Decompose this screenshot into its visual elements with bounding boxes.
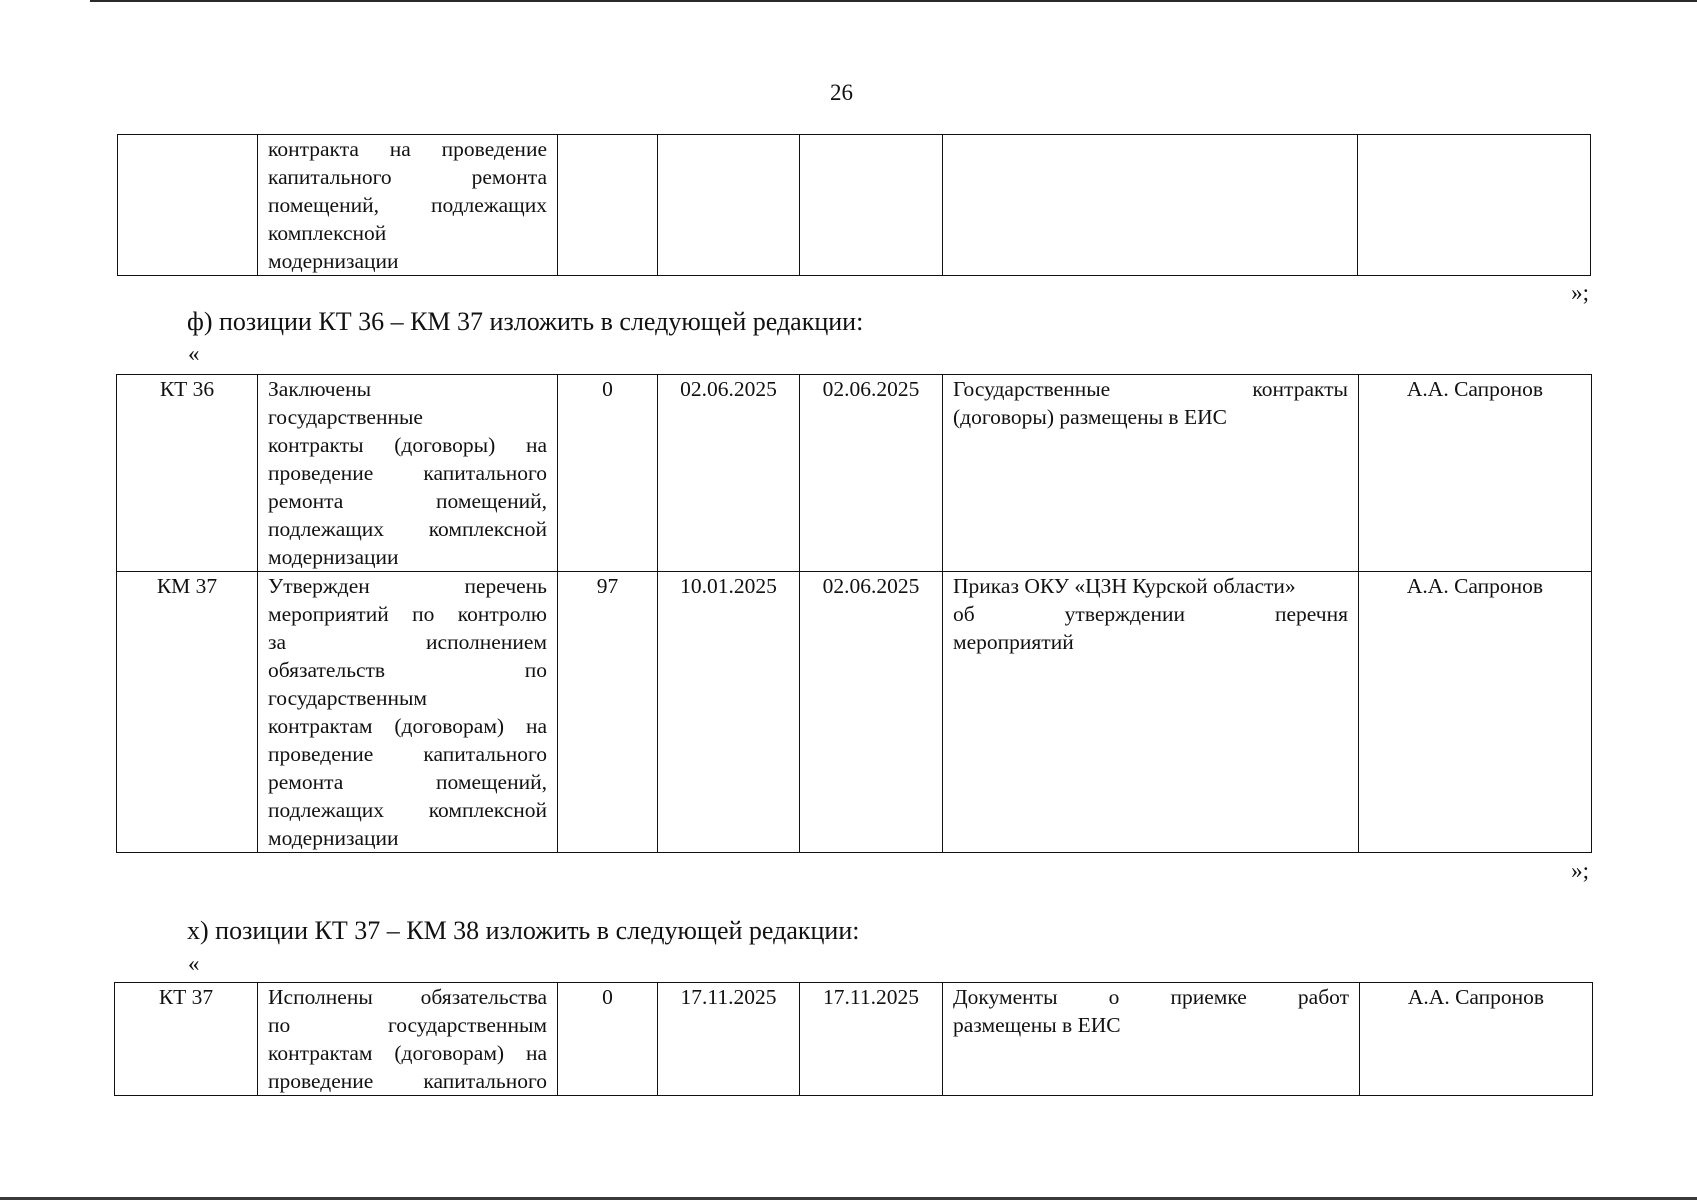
table-continuation [117, 134, 1591, 276]
table-section-h [114, 982, 1593, 1096]
cell-text-line: Приказ ОКУ «ЦЗН Курской области» [953, 574, 1296, 598]
cell-text-line: государственным [268, 686, 428, 710]
cell-text-line: контракты (договоры) на [268, 433, 547, 457]
cell-text-line: мероприятий [953, 630, 1074, 654]
cell-text-line: капитального ремонта [268, 165, 547, 189]
cell-code: КМ 37 [117, 572, 258, 853]
cell-text-line: размещены в ЕИС [953, 1013, 1121, 1037]
cell-text-line: помещений, подлежащих [268, 193, 547, 217]
cell-text-line: мероприятий по контролю [268, 602, 547, 626]
cell-start-date: 17.11.2025 [658, 983, 800, 1096]
cell-value: 0 [558, 983, 658, 1096]
table-section-f [116, 374, 1592, 853]
cell-name [258, 375, 558, 572]
cell-start-date: 02.06.2025 [658, 375, 800, 572]
cell-value [558, 135, 658, 276]
cell-code: КТ 36 [117, 375, 258, 572]
cell-responsible [1358, 135, 1591, 276]
cell-document [943, 572, 1359, 853]
cell-text-line: подлежащих комплексной [268, 798, 547, 822]
cell-text-line: проведение капитального [268, 1069, 547, 1093]
cell-text-line: по государственным [268, 1013, 547, 1037]
cell-value: 0 [558, 375, 658, 572]
cell-text-line: Заключены [268, 377, 372, 401]
table-row [117, 375, 1592, 572]
cell-responsible: А.А. Сапронов [1359, 375, 1592, 572]
cell-document [943, 983, 1360, 1096]
cell-text-line: Документы о приемке работ [953, 985, 1349, 1009]
cell-text-line: ремонта помещений, [268, 770, 547, 794]
page-number: 26 [830, 80, 853, 105]
cell-document [943, 135, 1358, 276]
cell-end-date [800, 135, 943, 276]
section-heading-f: ф) позиции КТ 36 – КМ 37 изложить в следующей редакции: [187, 307, 864, 336]
cell-text-line: за исполнением [268, 630, 547, 654]
cell-text-line: Утвержден перечень [268, 574, 547, 598]
cell-start-date: 10.01.2025 [658, 572, 800, 853]
cell-document [943, 375, 1359, 572]
cell-end-date: 02.06.2025 [800, 572, 943, 853]
closing-quote: »; [1571, 858, 1589, 883]
cell-text-line: модернизации [268, 249, 399, 273]
cell-text-line: об утверждении перечня [953, 602, 1348, 626]
section-heading-h: х) позиции КТ 37 – КМ 38 изложить в следующей редакции: [187, 916, 860, 945]
cell-responsible: А.А. Сапронов [1359, 572, 1592, 853]
cell-text-line: (договоры) размещены в ЕИС [953, 405, 1227, 429]
opening-quote: « [188, 951, 200, 976]
cell-text-line: модернизации [268, 545, 399, 569]
cell-text-line: комплексной [268, 221, 387, 245]
cell-text-line: контракта на проведение [268, 137, 547, 161]
table-row [115, 983, 1593, 1096]
cell-text-line: модернизации [268, 826, 399, 850]
cell-end-date: 17.11.2025 [800, 983, 943, 1096]
cell-text-line: контрактам (договорам) на [268, 1041, 547, 1065]
closing-quote: »; [1571, 280, 1589, 305]
cell-name [258, 135, 558, 276]
cell-text-line: Государственные контракты [953, 377, 1348, 401]
opening-quote: « [188, 341, 200, 366]
cell-code: КТ 37 [115, 983, 258, 1096]
cell-end-date: 02.06.2025 [800, 375, 943, 572]
cell-text-line: Исполнены обязательства [268, 985, 547, 1009]
cell-text-line: ремонта помещений, [268, 489, 547, 513]
scan-edge-top [90, 0, 1697, 2]
cell-name [258, 983, 558, 1096]
cell-text-line: обязательств по [268, 658, 547, 682]
cell-value: 97 [558, 572, 658, 853]
cell-code [118, 135, 258, 276]
cell-text-line: контрактам (договорам) на [268, 714, 547, 738]
cell-start-date [658, 135, 800, 276]
table-row [118, 135, 1591, 276]
cell-responsible: А.А. Сапронов [1360, 983, 1593, 1096]
cell-text-line: подлежащих комплексной [268, 517, 547, 541]
table-row [117, 572, 1592, 853]
cell-text-line: проведение капитального [268, 461, 547, 485]
cell-text-line: проведение капитального [268, 742, 547, 766]
cell-name [258, 572, 558, 853]
cell-text-line: государственные [268, 405, 423, 429]
